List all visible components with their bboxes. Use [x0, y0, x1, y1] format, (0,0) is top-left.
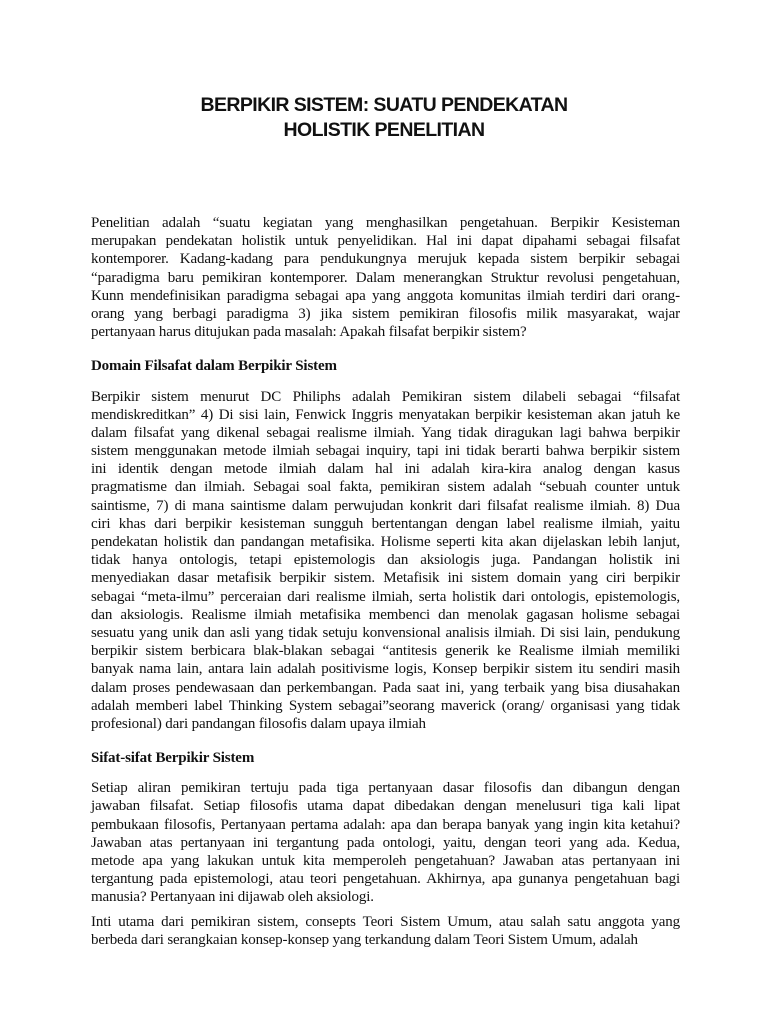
- text-line: menyediakan dasar metafisik berpikir sistem. Metafisik ini sistem domain yang ciri berpikir: [91, 570, 680, 587]
- paragraph: [91, 779, 680, 906]
- text-line: tergantung pada epistemologi, atau teori pengetahuan. Akhirnya, apa gunanya pengetahuan bagi: [91, 871, 680, 888]
- text-line: berpikir sistem berbicara blak-blakan sebagai “antitesis generik ke Realisme ilmiah memiliki: [91, 643, 680, 660]
- text-line: pembukaan filosofis, Pertanyaan pertama adalah: apa dan berapa banyak yang ingin kita ketahui?: [91, 816, 680, 833]
- text-line: pertanyaan harus ditujukan pada masalah: Apakah filsafat berpikir sistem?: [91, 324, 527, 341]
- text-line: mendiskreditkan” 4) Di sisi lain, Fenwick Inggris menyatakan berpikir kesisteman akan jatuh ke: [91, 406, 680, 423]
- text-line: metode apa yang lakukan untuk kita memperoleh pengetahuan? Jawaban atas pertanyaan ini: [91, 853, 680, 869]
- text-line: dalam filsafat yang dikenal sebagai realisme ilmiah. Yang tidak diragukan lagi bahwa berpikir: [91, 424, 680, 441]
- text-line: profesional) dari pandangan filosofis dalam upaya ilmiah: [91, 715, 426, 732]
- text-line: adalah memberi label Thinking System sebagai”seorang maverick (orang/ organisasi yang tidak: [91, 697, 680, 714]
- title-line-2: HOLISTIK PENELITIAN: [283, 119, 485, 141]
- text-line: ini identik dengan metode ilmiah dalam hal ini adalah kira-kira analog dengan kasus: [91, 461, 680, 478]
- text-line: ciri khas dari berpikir kesisteman sungguh bertentangan dengan label realisme ilmiah, yaitu: [91, 515, 680, 532]
- text-line: merupakan pendekatan holistik untuk penyelidikan. Hal ini dapat dipahami sebagai filsafat: [91, 233, 680, 250]
- text-line: dan aksiologis. Realisme ilmiah metafisika membenci dan menolak gagasan holisme sebagai: [91, 606, 680, 623]
- text-line: pendekatan holistik dan pandangan metafisika. Holisme seperti kita akan dijelaskan lebih lanjut,: [91, 534, 680, 550]
- title-line-1: BERPIKIR SISTEM: SUATU PENDEKATAN: [200, 94, 568, 116]
- text-line: jawaban filsafat. Setiap filosofis utama dapat dibedakan dengan menelusuri tiga kali lipat: [91, 798, 680, 815]
- text-line: “paradigma baru pemikiran kontemporer. Dalam menerangkan Struktur revolusi pengetahuan,: [91, 269, 680, 286]
- text-line: Penelitian adalah “suatu kegiatan yang menghasilkan pengetahuan. Berpikir Kesisteman: [91, 215, 680, 231]
- text-line: dalam proses pendewasaan dan perkembangan. Pada saat ini, yang terbaik yang bisa diusahakan: [91, 679, 680, 696]
- text-line: sebagai “meta-ilmu” perceraian dari realisme ilmiah, serta holistik dari ontologis, epistemologis,: [91, 588, 680, 605]
- text-line: manusia? Pertanyaan ini dijawab oleh aksiologi.: [91, 889, 374, 906]
- text-line: sesuatu yang unik dan asli yang tidak setuju konvensional analisis ilmiah. Di sisi lain, pendukung: [91, 624, 680, 641]
- text-line: pragmatisme dan ilmiah. Sebagai soal fakta, pemikiran sistem adalah “sebuah counter untuk: [91, 479, 680, 496]
- text-line: sistem menggunakan metode ilmiah sebagai inquiry, tapi ini tidak berarti bahwa berpikir sistem: [91, 443, 680, 460]
- text-line: kontemporer. Kadang-kadang para pendukungnya merujuk kepada sistem berpikir sebagai: [91, 251, 680, 268]
- section-heading: Sifat-sifat Berpikir Sistem: [91, 750, 255, 767]
- text-line: tidak hanya ontologis, tetapi epistemologis dan aksiologis juga. Pandangan holistik ini: [91, 552, 680, 569]
- paragraph: [91, 388, 680, 734]
- paragraph: [91, 214, 680, 341]
- text-line: saintisme, 7) di mana saintisme dalam perwujudan konkrit dari filsafat realisme ilmiah. 8) Dua: [91, 497, 680, 514]
- text-line: Jawaban atas pertanyaan ini tergantung pada ontologi, yaitu, dengan teori yang ada. Kedua,: [91, 834, 680, 851]
- text-line: Setiap aliran pemikiran tertuju pada tiga pertanyaan dasar filosofis dan dibangun dengan: [91, 780, 680, 797]
- text-line: orang yang berbagi paradigma 3) jika sistem pemikiran filosofis milik masyarakat, wajar: [91, 305, 680, 322]
- text-line: Berpikir sistem menurut DC Philiphs adalah Pemikiran sistem dilabeli sebagai “filsafat: [91, 388, 680, 405]
- document-title: [0, 93, 768, 143]
- paragraph: [91, 913, 680, 949]
- text-line: Inti utama dari pemikiran sistem, consepts Teori Sistem Umum, atau salah satu anggota yang: [91, 913, 680, 930]
- document-body: [91, 214, 680, 955]
- text-line: berbeda dari serangkaian konsep-konsep yang terkandung dalam Teori Sistem Umum, adalah: [91, 931, 638, 948]
- section-heading: Domain Filsafat dalam Berpikir Sistem: [91, 358, 337, 375]
- text-line: banyak nama lain, antara lain adalah positivisme logis, Konsep berpikir sistem itu sendiri masih: [91, 661, 680, 678]
- text-line: Kunn mendefinisikan paradigma sebagai apa yang anggota komunitas ilmiah terdiri dari orang-: [91, 287, 680, 304]
